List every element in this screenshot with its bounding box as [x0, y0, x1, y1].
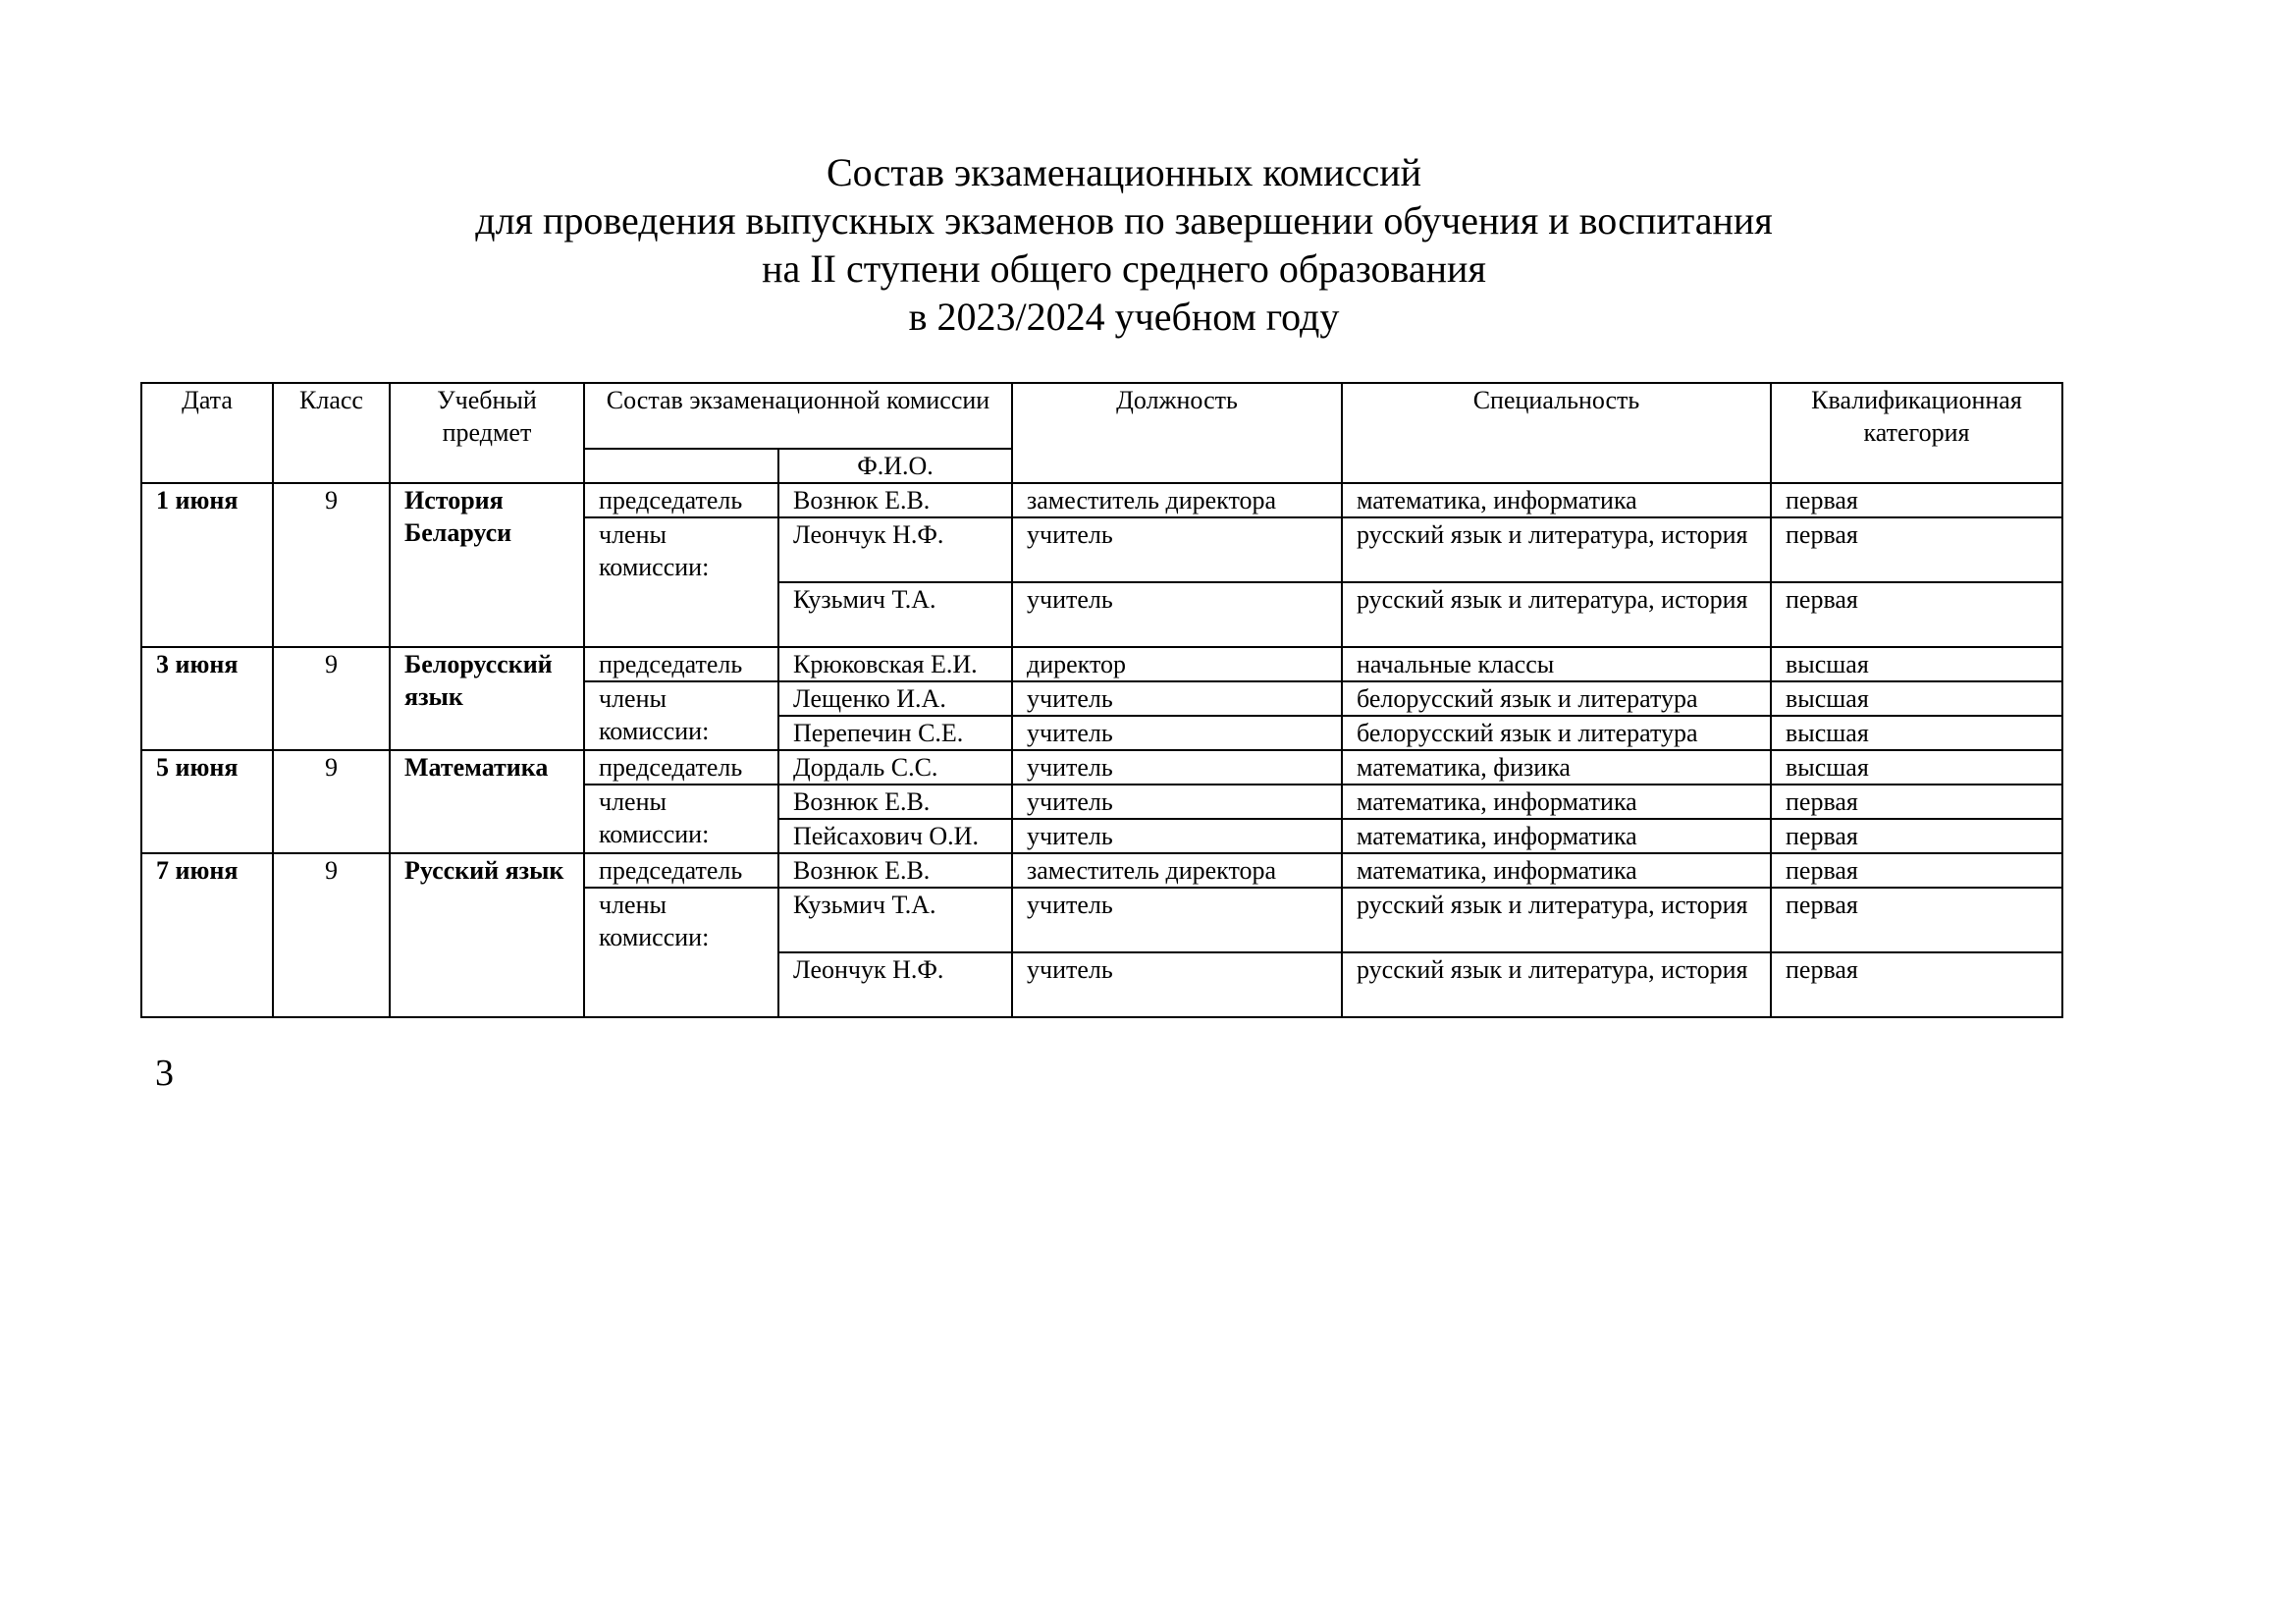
- title-line: на II ступени общего среднего образования: [762, 246, 1486, 291]
- member-position: учитель: [1012, 517, 1342, 582]
- title-line: Состав экзаменационных комиссий: [826, 150, 1422, 194]
- member-specialty: русский язык и литература, история: [1342, 582, 1771, 647]
- header-date: Дата: [141, 383, 273, 483]
- exam-subject: Русский язык: [390, 853, 584, 1017]
- member-category: высшая: [1771, 681, 2062, 716]
- header-specialty: Специальность: [1342, 383, 1771, 483]
- member-position: директор: [1012, 647, 1342, 681]
- role-chair: председатель: [584, 483, 778, 517]
- member-position: учитель: [1012, 681, 1342, 716]
- exam-grade: 9: [273, 647, 390, 750]
- table-row: [141, 647, 2062, 681]
- role-members: члены комиссии:: [584, 888, 778, 1017]
- exam-subject: История Беларуси: [390, 483, 584, 647]
- exam-subject: Белорусский язык: [390, 647, 584, 750]
- member-name: Вознюк Е.В.: [778, 483, 1012, 517]
- member-name: Кузьмич Т.А.: [778, 888, 1012, 952]
- member-name: Перепечин С.Е.: [778, 716, 1012, 750]
- member-specialty: русский язык и литература, история: [1342, 952, 1771, 1017]
- role-members: члены комиссии:: [584, 681, 778, 750]
- title-line: в 2023/2024 учебном году: [908, 295, 1340, 339]
- member-name: Лещенко И.А.: [778, 681, 1012, 716]
- table-row: [141, 853, 2062, 888]
- member-name: Кузьмич Т.А.: [778, 582, 1012, 647]
- header-category: Квалификационная категория: [1771, 383, 2062, 483]
- member-name: Леончук Н.Ф.: [778, 517, 1012, 582]
- exam-grade: 9: [273, 853, 390, 1017]
- member-category: первая: [1771, 483, 2062, 517]
- member-name: Дордаль С.С.: [778, 750, 1012, 785]
- document-title: [142, 148, 2106, 341]
- member-specialty: математика, информатика: [1342, 819, 1771, 853]
- member-position: учитель: [1012, 819, 1342, 853]
- exam-commission-table: [140, 382, 2063, 1018]
- member-position: учитель: [1012, 750, 1342, 785]
- header-commission: Состав экзаменационной комиссии: [584, 383, 1012, 449]
- member-category: первая: [1771, 517, 2062, 582]
- header-grade: Класс: [273, 383, 390, 483]
- member-specialty: математика, информатика: [1342, 853, 1771, 888]
- member-position: учитель: [1012, 888, 1342, 952]
- exam-date: 1 июня: [141, 483, 273, 647]
- exam-date: 3 июня: [141, 647, 273, 750]
- member-position: учитель: [1012, 952, 1342, 1017]
- member-category: первая: [1771, 853, 2062, 888]
- page-number: 3: [155, 1053, 174, 1094]
- member-specialty: белорусский язык и литература: [1342, 716, 1771, 750]
- title-line: для проведения выпускных экзаменов по завершении обучения и воспитания: [475, 198, 1773, 243]
- member-name: Вознюк Е.В.: [778, 853, 1012, 888]
- member-name: Крюковская Е.И.: [778, 647, 1012, 681]
- member-specialty: русский язык и литература, история: [1342, 517, 1771, 582]
- member-category: первая: [1771, 952, 2062, 1017]
- member-specialty: белорусский язык и литература: [1342, 681, 1771, 716]
- member-category: высшая: [1771, 716, 2062, 750]
- member-category: первая: [1771, 785, 2062, 819]
- header-row: [141, 383, 2062, 449]
- member-category: первая: [1771, 819, 2062, 853]
- member-name: Леончук Н.Ф.: [778, 952, 1012, 1017]
- header-subject: Учебный предмет: [390, 383, 584, 483]
- role-members: члены комиссии:: [584, 517, 778, 647]
- exam-subject: Математика: [390, 750, 584, 853]
- exam-date: 7 июня: [141, 853, 273, 1017]
- member-specialty: математика, физика: [1342, 750, 1771, 785]
- role-chair: председатель: [584, 750, 778, 785]
- member-category: высшая: [1771, 750, 2062, 785]
- header-fio: Ф.И.О.: [778, 449, 1012, 483]
- member-position: заместитель директора: [1012, 853, 1342, 888]
- member-category: первая: [1771, 582, 2062, 647]
- member-specialty: русский язык и литература, история: [1342, 888, 1771, 952]
- table-row: [141, 483, 2062, 517]
- role-members: члены комиссии:: [584, 785, 778, 853]
- exam-grade: 9: [273, 750, 390, 853]
- member-name: Пейсахович О.И.: [778, 819, 1012, 853]
- member-position: учитель: [1012, 716, 1342, 750]
- member-specialty: начальные классы: [1342, 647, 1771, 681]
- member-position: учитель: [1012, 785, 1342, 819]
- table-row: [141, 750, 2062, 785]
- member-category: высшая: [1771, 647, 2062, 681]
- header-position: Должность: [1012, 383, 1342, 483]
- header-role-blank: [584, 449, 778, 483]
- member-position: заместитель директора: [1012, 483, 1342, 517]
- role-chair: председатель: [584, 853, 778, 888]
- member-name: Вознюк Е.В.: [778, 785, 1012, 819]
- member-position: учитель: [1012, 582, 1342, 647]
- member-specialty: математика, информатика: [1342, 785, 1771, 819]
- role-chair: председатель: [584, 647, 778, 681]
- table-body: [141, 383, 2062, 1017]
- member-category: первая: [1771, 888, 2062, 952]
- exam-grade: 9: [273, 483, 390, 647]
- exam-date: 5 июня: [141, 750, 273, 853]
- member-specialty: математика, информатика: [1342, 483, 1771, 517]
